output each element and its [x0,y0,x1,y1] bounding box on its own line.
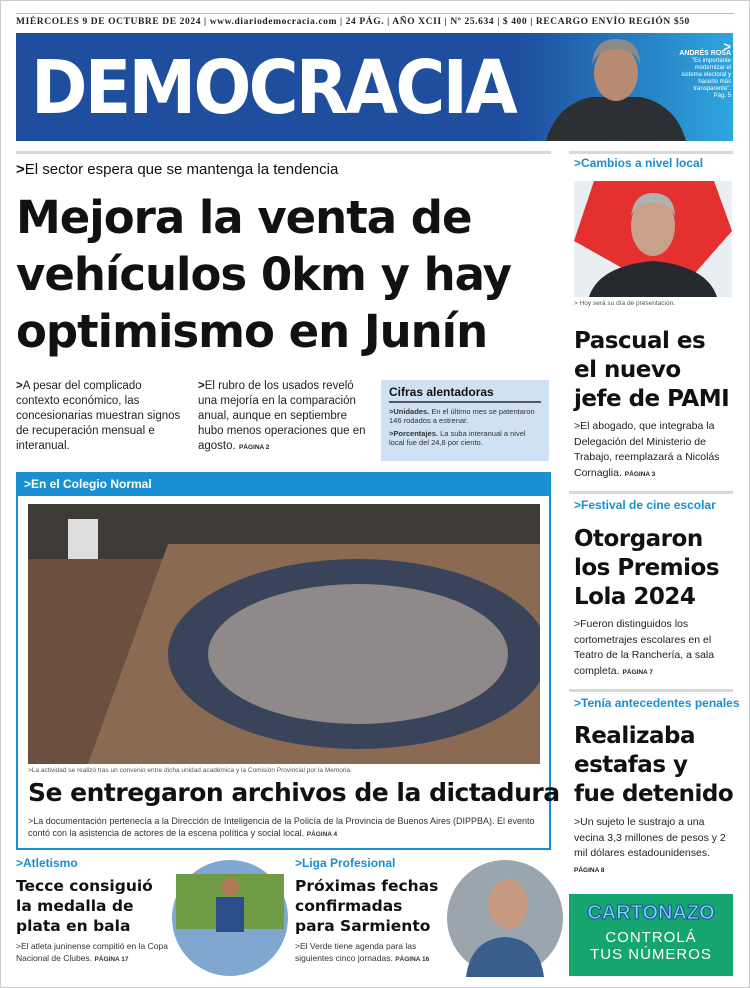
feature-caption: >La actividad se realizó tras un convenio entre dicha unidad académica y la Comisión Provincial por la Memoria. [28,767,352,774]
side-text-2: >Fueron distinguidos los cortometrajes escolares en el Teatro de la Ranchería, a sala completa. PÁGINA 7 [574,618,715,677]
main-headline[interactable]: Mejora la venta de vehículos 0km y hay optimismo en Junín [16,191,511,358]
side-kicker-1: >Cambios a nivel local [574,156,704,170]
side-headline-2[interactable]: Otorgaron los Premios Lola 2024 [574,526,720,610]
quote-text: "Es importante modernizar el sistema electoral y hacerlo más transparente". [681,58,731,92]
stats-box: Cifras alentadoras >Unidades. En el último mes se patentaron 146 rodados a estrenar. >Porcentajes. La suba interanual a nivel local fue del 24,8 por ciento. [381,380,549,461]
quote-name: ANDRÉS ROSA [679,50,731,57]
main-col2: >El rubro de los usados reveló una mejoría en la comparación anual, aunque en septiembre hubo menos operaciones que en agosto. PÁGINA 2 [198,380,366,452]
side-headline-1[interactable]: Pascual es el nuevo jefe de PAMI [574,328,730,412]
columnist-photo [546,35,686,141]
feature-text: >La documentación pertenecía a la Dirección de Inteligencia de la Policía de la Provincia de Buenos Aires (DIPPBA). El evento contó con la asistencia de actores de la escena política y social local. PÁGINA 4 [28,816,535,838]
columnist-quote[interactable]: > ANDRÉS ROSA "Es importante modernizar el sistema electoral y hacerlo más transparente". Pág. 5 [676,43,731,100]
main-kicker: >El sector espera que se mantenga la tendencia [16,161,339,178]
side-caption-1: > Hoy será su día de presentación. [574,300,675,307]
side-kicker-3: >Tenía antecedentes penales [574,696,740,710]
side-text-1: >El abogado, que integraba la Delegación del Ministerio de Trabajo, reemplazará a Nicolás Cornaglia. PÁGINA 3 [574,420,720,479]
logo[interactable]: DEMOCRACIA [31,45,516,131]
main-col1: >A pesar del complicado contexto económico, las concesionarias muestran signos de recuperación mensual e interanual. [16,380,181,452]
feature-photo [28,504,540,764]
feature-section: >En el Colegio Normal [16,472,551,496]
side-headline-3[interactable]: Realizaba estafas y fue detenido [574,723,734,807]
side-text-3: >Un sujeto le sustrajo a una vecina 3,3 millones de pesos y 2 mil dólares estadounidenses. PÁGINA 8 [574,816,726,874]
pascual-photo [574,181,732,297]
feature-headline[interactable]: Se entregaron archivos de la dictadura [28,778,560,807]
cartonazo-ad[interactable]: CARTONAZO CONTROLÁ TUS NÚMEROS [569,894,733,976]
athlete-photo [171,859,289,977]
dateline: MIÉRCOLES 9 DE OCTUBRE DE 2024 | www.diariodemocracia.com | 24 PÁG. | AÑO XCII | Nº 25.634 | $ 400 | RECARGO ENVÍO REGIÓN $50 [16,13,734,27]
coach-photo [446,859,564,977]
bottom-story-football[interactable]: >Liga Profesional Próximas fechas confirmadas para Sarmiento >El Verde tiene agenda para las siguientes cinco jornadas. PÁGINA 16 [295,856,439,963]
bottom-story-athletics[interactable]: >Atletismo Tecce consiguió la medalla de plata en bala >El atleta juninense compitió en la Copa Nacional de Clubes. PÁGINA 17 [16,856,168,963]
side-kicker-2: >Festival de cine escolar [574,498,716,512]
quote-page: Pág. 5 [713,93,731,99]
